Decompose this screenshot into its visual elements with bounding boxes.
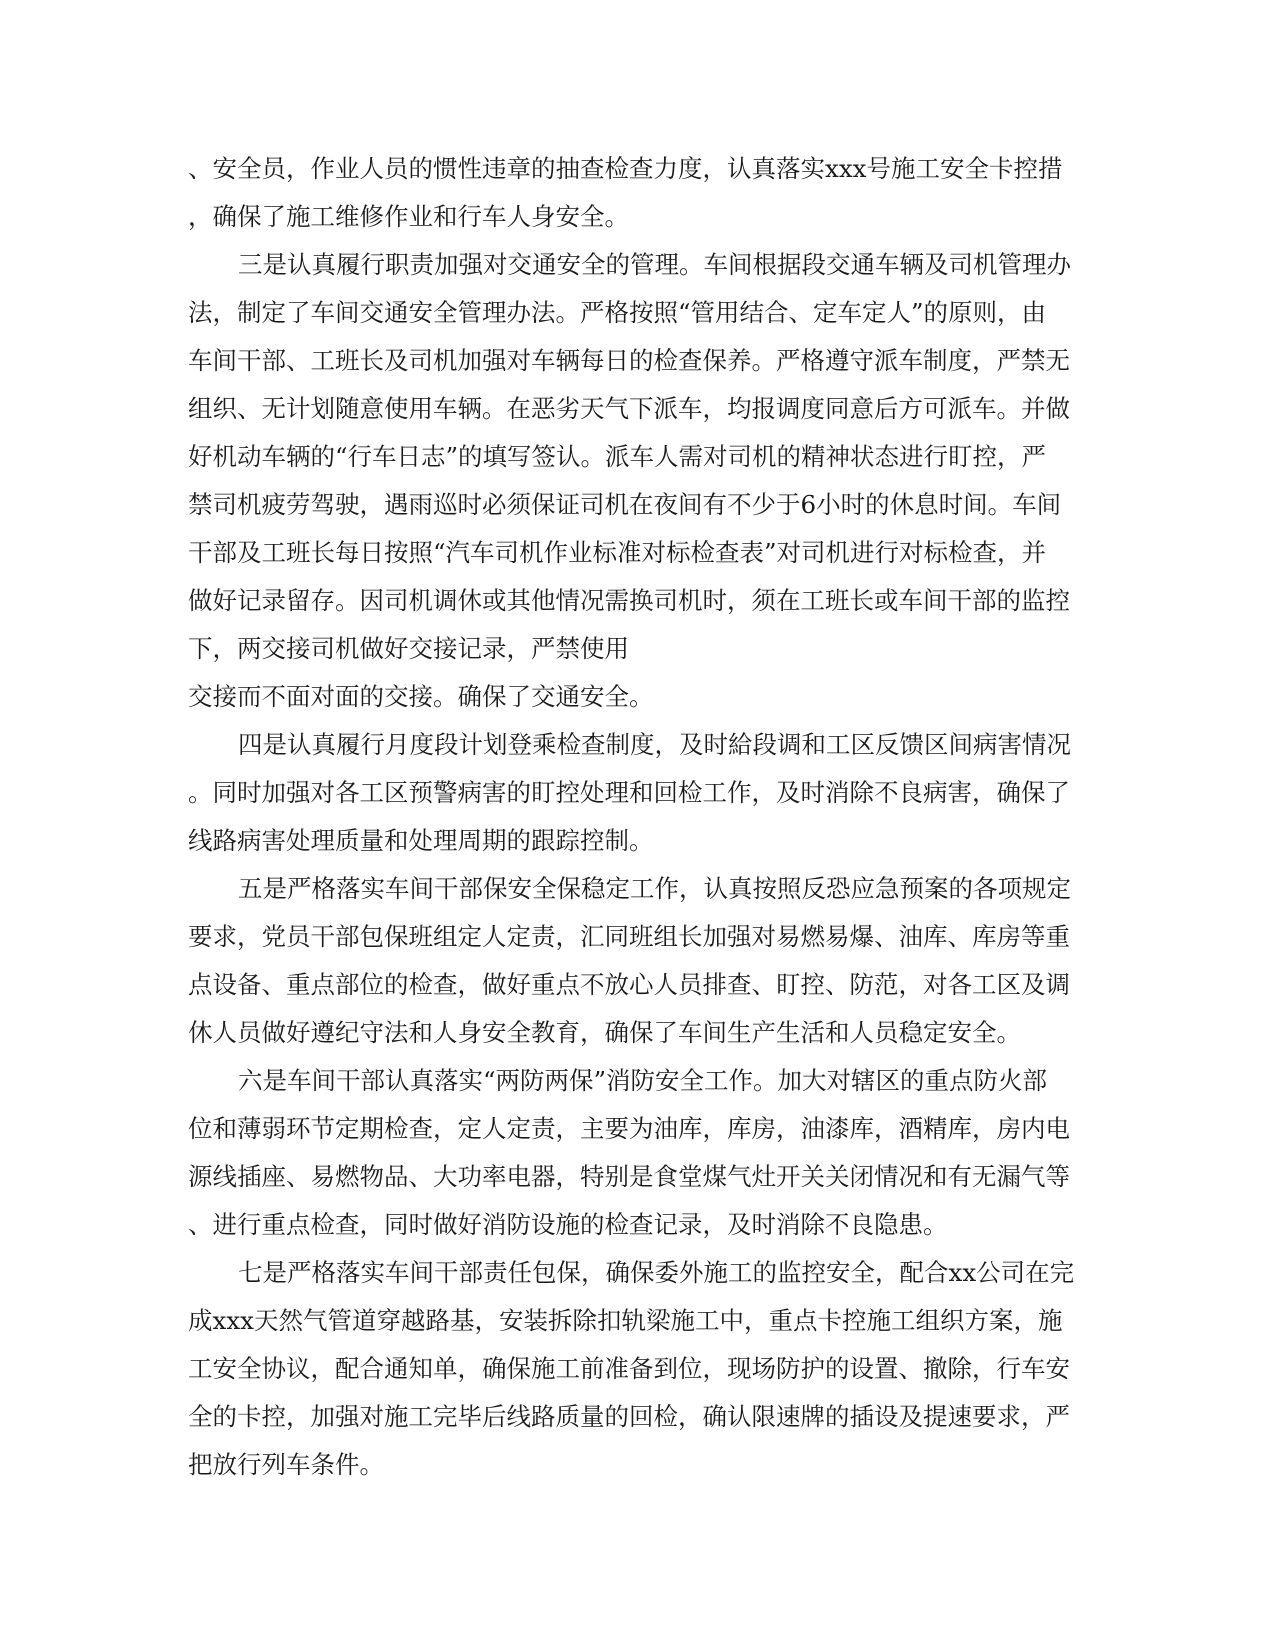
text-line: 下，两交接司机做好交接记录，严禁使用 — [188, 634, 629, 663]
text-line: 源线插座、易燃物品、大功率电器，特别是食堂煤气灶开关关闭情况和有无漏气等 — [188, 1162, 1070, 1191]
paragraph-start-line: 七是严格落实车间干部责任包保，确保委外施工的监控安全，配合xx公司在完 — [238, 1258, 1075, 1287]
text-line: 做好记录留存。因司机调休或其他情况需换司机时，须在工班长或车间干部的监控 — [188, 586, 1070, 615]
paragraph-start-line: 三是认真履行职责加强对交通安全的管理。车间根据段交通车辆及司机管理办 — [238, 250, 1071, 279]
document-body — [188, 145, 1088, 1489]
text-line: 位和薄弱环节定期检查，定人定责，主要为油库，库房，油漆库，酒精库，房内电 — [188, 1114, 1070, 1143]
text-line: 。同时加强对各工区预警病害的盯控处理和回检工作，及时消除不良病害，确保了 — [188, 778, 1070, 807]
text-line: 法，制定了车间交通安全管理办法。严格按照“管用结合、定车定人”的原则，由 — [188, 298, 1047, 327]
text-line: 线路病害处理质量和处理周期的跟踪控制。 — [188, 826, 654, 855]
text-line: 交接而不面对面的交接。确保了交通安全。 — [188, 682, 654, 711]
text-line: 车间干部、工班长及司机加强对车辆每日的检查保养。严格遵守派车制度，严禁无 — [188, 346, 1070, 375]
text-line: 干部及工班长每日按照“汽车司机作业标准对标检查表”对司机进行对标检查，并 — [188, 538, 1047, 567]
text-line: 成xxx天然气管道穿越路基，安装拆除扣轨梁施工中，重点卡控施工组织方案，施 — [188, 1306, 1063, 1335]
text-line: 点设备、重点部位的检查，做好重点不放心人员排查、盯控、防范，对各工区及调 — [188, 970, 1070, 999]
paragraph-start-line: 四是认真履行月度段计划登乘检查制度，及时給段调和工区反馈区间病害情况 — [238, 730, 1071, 759]
text-line: 要求，党员干部包保班组定人定责，汇同班组长加强对易燃易爆、油库、库房等重 — [188, 922, 1070, 951]
text-line: ，确保了施工维修作业和行车人身安全。 — [188, 202, 629, 231]
text-line: 、进行重点检查，同时做好消防设施的检查记录，及时消除不良隐患。 — [188, 1210, 948, 1239]
paragraph-start-line: 五是严格落实车间干部保安全保稳定工作，认真按照反恐应急预案的各项规定 — [238, 874, 1071, 903]
text-line: 禁司机疲劳驾驶，遇雨巡时必须保证司机在夜间有不少于6小时的休息时间。车间 — [188, 490, 1062, 519]
text-line: 休人员做好遵纪守法和人身安全教育，确保了车间生产生活和人员稳定安全。 — [188, 1018, 1021, 1047]
text-line: 、安全员，作业人员的惯性违章的抽查检查力度，认真落实xxx号施工安全卡控措 — [188, 154, 1063, 183]
paragraph-start-line: 六是车间干部认真落实“两防两保”消防安全工作。加大对辖区的重点防火部 — [238, 1066, 1048, 1095]
text-line: 全的卡控，加强对施工完毕后线路质量的回检，确认限速牌的插设及提速要求，严 — [188, 1402, 1070, 1431]
text-line: 工安全协议，配合通知单，确保施工前准备到位，现场防护的设置、撤除，行车安 — [188, 1354, 1070, 1383]
text-line: 好机动车辆的“行车日志”的填写签认。派车人需对司机的精神状态进行盯控，严 — [188, 442, 1047, 471]
text-line: 把放行列车条件。 — [188, 1450, 384, 1479]
text-line: 组织、无计划随意使用车辆。在恶劣天气下派车，均报调度同意后方可派车。并做 — [188, 394, 1070, 423]
